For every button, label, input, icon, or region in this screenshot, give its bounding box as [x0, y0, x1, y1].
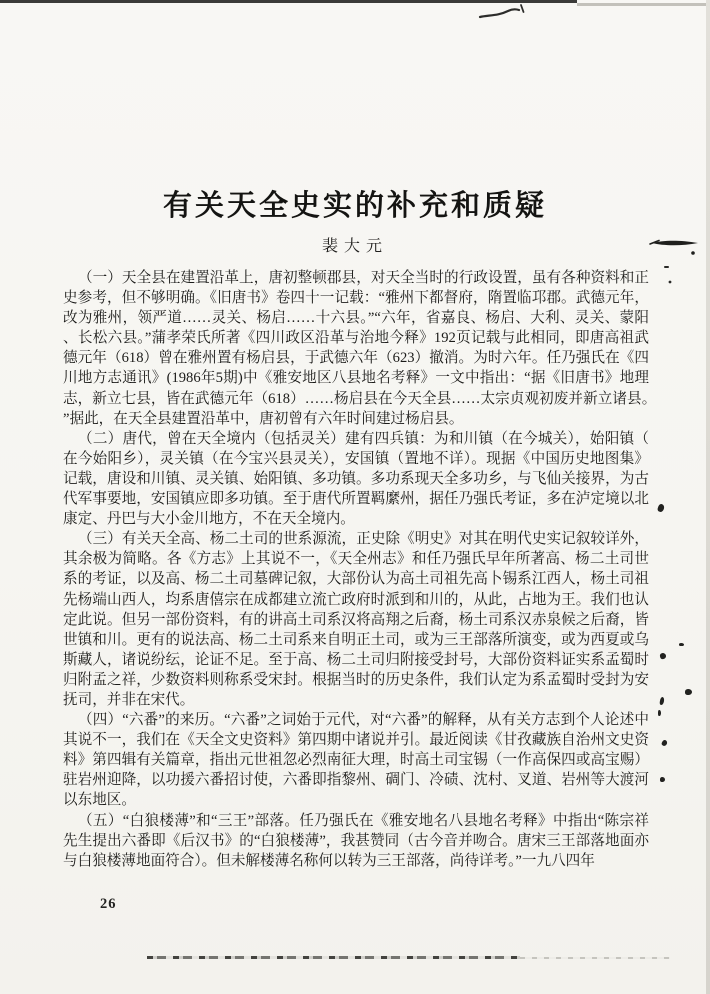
ink-speck [685, 689, 692, 695]
author-name: 裴大元 [321, 238, 388, 255]
scan-artifact-line-faint [520, 957, 670, 959]
ink-speck [679, 643, 684, 646]
pen-mark-icon [478, 2, 528, 22]
ink-speck [659, 697, 665, 706]
ink-speck [661, 739, 668, 747]
ink-speck [658, 710, 661, 716]
page-title: 有关天全史实的补充和质疑 [162, 190, 547, 223]
ink-speck [657, 503, 665, 513]
paragraph-2: （二）唐代，曾在天全境内（包括灵关）建有四兵镇：为和川镇（在今城关），始阳镇（在今始阳乡），灵关镇（在今宝兴县灵关），安国镇（置地不详）。现据《中国历史地图集》记载，唐设和川镇、灵关镇、始阳镇、多功镇。多功系现天全多功乡，与飞仙关接界，为古代军事要地，安国镇应即多功镇。至于唐代所置羁縻州，据任乃强氏考证，多在泸定境以北康定、丹巴与大小金川地方，不在天全境内。 [63, 430, 649, 528]
paragraph-1: （一）天全县在建置沿革上，唐初整顿郡县，对天全当时的行政设置，虽有各种资料和正史参考，但不够明确。《旧唐书》卷四十一记载：“雅州下都督府，隋置临邛郡。武德元年，改为雅州，领严道……灵关、杨启……十六县。”“六年，省嘉良、杨启、大利、灵关、蒙阳、长松六县。”蒲孝荣氏所著《四川政区沿革与治地今释》192页记载与此相同，即唐高祖武德元年（618）曾在雅州置有杨启县，于武德六年（623）撤消。为时六年。任乃强氏在《四川地方志通讯》(1986年5期)中《雅安地区八县地名考释》一文中指出：“据《旧唐书》地理志，新立七县，皆在武德元年（618）……杨启县在今天全县……太宗贞观初废并新立诸县。”据此，在天全县建置沿革中，唐初曾有六年时间建过杨启县。 [63, 270, 649, 427]
paragraph-3: （三）有关天全高、杨二土司的世系源流，正史除《明史》对其在明代史实记叙较详外，其余极为简略。各《方志》上其说不一，《天全州志》和任乃强氏早年所著高、杨二土司世系的考证，以及高、杨二土司墓碑记叙，大部份认为高土司祖先高卜锡系江西人，杨土司祖先杨端山西人，均系唐僖宗在成都建立流亡政府时派到和川的，从此，占地为王。我们也认定此说。但另一部份资料，有的讲高土司系汉将高翔之后裔，杨土司系汉赤泉候之后裔，皆世镇和川。更有的说法高、杨二土司系来自明正土司，或为三王部落所演变，或为西夏或乌斯藏人，诸说纷纭，论证不足。至于高、杨二土司归附接受封号，大部份资料证实系孟蜀时归附孟之祥，少数资料则称系受宋封。根据当时的历史条件，我们认定为系孟蜀时受封为安抚司，并非在宋代。 [63, 531, 649, 708]
scan-edge-top-light [577, 3, 710, 6]
scan-artifact-line [147, 956, 520, 959]
page-number: 26 [100, 896, 117, 912]
article-body [63, 268, 649, 871]
paragraph-4: （四）“六番”的来历。“六番”之词始于元代，对“六番”的解释，从有关方志到个人论述中其说不一，我们在《天全文史资料》第四期中诸说并引。最近阅读《甘孜藏族自治州文史资料》第四辑有关篇章，指出元世祖忽必烈南征大理，时高土司宝锡（一作高保四或高宝赐）驻岩州迎降，以功援六番招讨使，六番即指黎州、碉门、冷碛、沈村、叉道、岩州等大渡河以东地区。 [63, 712, 649, 809]
ink-speck [659, 652, 666, 659]
ink-speck [660, 777, 665, 782]
scan-edge-right [706, 0, 710, 994]
paragraph-5: （五）“白狼楼薄”和“三王”部落。任乃强氏在《雅安地名八县地名考释》中指出“陈宗祥先生提出六番即《后汉书》的“白狼楼薄”，我甚赞同（古今音并吻合。唐宋三王部落地面亦与白狼楼薄地面符合）。但未解楼薄名称何以转为三王部落，尚待详考。”一九八四年 [63, 812, 649, 869]
